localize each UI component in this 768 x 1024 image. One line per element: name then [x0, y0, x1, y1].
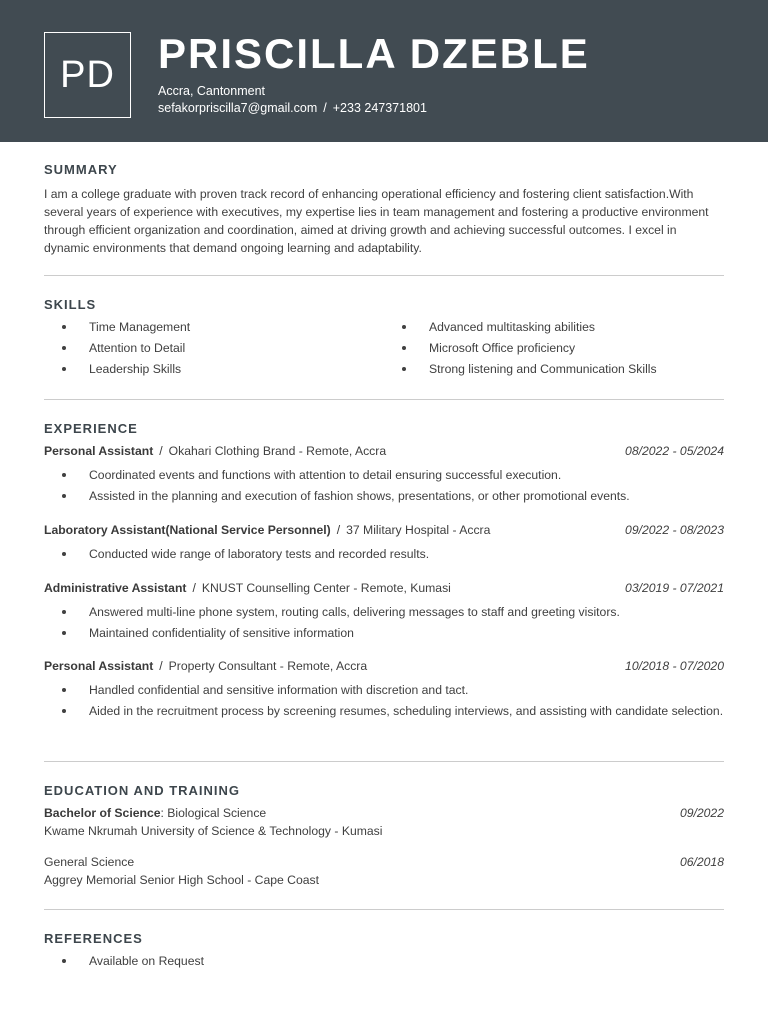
divider — [44, 909, 724, 910]
divider — [44, 399, 724, 400]
job-company: Property Consultant - Remote, Accra — [168, 659, 368, 673]
skills-section — [44, 297, 724, 381]
education-date: 09/2022 — [679, 806, 724, 820]
job-separator: / — [159, 444, 163, 458]
job-entry — [44, 442, 724, 508]
section-title: SUMMARY — [44, 162, 118, 177]
job-entry — [44, 521, 724, 566]
job-dates: 03/2019 - 07/2021 — [625, 581, 724, 595]
skill-item: Time Management — [44, 318, 384, 336]
contact-separator: / — [323, 101, 327, 115]
education-entry — [44, 804, 724, 840]
job-separator: / — [336, 523, 341, 537]
job-title: Administrative Assistant — [44, 581, 187, 595]
job-company: 37 Military Hospital - Accra — [346, 523, 491, 537]
divider — [44, 761, 724, 762]
job-title: Personal Assistant — [44, 444, 154, 458]
divider — [44, 275, 724, 276]
job-bullets — [44, 466, 724, 505]
job-dates: 09/2022 - 08/2023 — [625, 523, 724, 537]
field-of-study: : Biological Science — [160, 806, 267, 820]
section-title: EDUCATION AND TRAINING — [44, 783, 241, 798]
section-title: REFERENCES — [44, 931, 143, 946]
location: Accra, Cantonment — [158, 84, 265, 98]
job-header — [44, 521, 724, 539]
job-entry — [44, 579, 724, 645]
education-section — [44, 783, 724, 798]
contact-line — [158, 101, 427, 115]
job-dates: 08/2022 - 05/2024 — [625, 444, 724, 458]
references-list — [44, 952, 724, 970]
job-bullet: Coordinated events and functions with attention to detail ensuring successful execution. — [44, 466, 724, 484]
job-header — [44, 657, 724, 675]
school-name: Kwame Nkrumah University of Science & Technology - Kumasi — [44, 824, 383, 838]
degree: Bachelor of Science — [44, 806, 161, 820]
summary-section — [44, 162, 724, 257]
job-company: KNUST Counselling Center - Remote, Kumasi — [201, 581, 451, 595]
job-bullet: Conducted wide range of laboratory tests and recorded results. — [44, 545, 724, 563]
reference-item: Available on Request — [44, 952, 724, 970]
job-entry — [44, 657, 724, 723]
experience-section — [44, 421, 724, 436]
skills-grid — [44, 318, 724, 381]
skill-item: Strong listening and Communication Skills — [384, 360, 724, 378]
job-separator: / — [159, 659, 163, 673]
skill-item: Advanced multitasking abilities — [384, 318, 724, 336]
school-row — [44, 871, 724, 889]
job-bullets — [44, 603, 724, 642]
job-company: Okahari Clothing Brand - Remote, Accra — [168, 444, 387, 458]
job-header — [44, 579, 724, 597]
section-title: EXPERIENCE — [44, 421, 138, 436]
initials-monogram: PD — [44, 32, 131, 118]
job-bullet: Answered multi-line phone system, routing calls, delivering messages to staff and greeting visitors. — [44, 603, 724, 621]
phone: +233 247371801 — [332, 101, 427, 115]
skill-item: Leadership Skills — [44, 360, 384, 378]
job-bullets — [44, 681, 724, 720]
education-date: 06/2018 — [679, 855, 724, 869]
skills-column-left — [44, 318, 384, 381]
education-header — [44, 804, 724, 822]
resume-header — [0, 0, 768, 142]
job-separator: / — [192, 581, 196, 595]
skill-item: Microsoft Office proficiency — [384, 339, 724, 357]
job-title: Personal Assistant — [44, 659, 154, 673]
job-dates: 10/2018 - 07/2020 — [625, 659, 724, 673]
field-of-study: General Science — [44, 855, 135, 869]
school-name: Aggrey Memorial Senior High School - Cape Coast — [44, 873, 320, 887]
references-section — [44, 931, 724, 973]
education-entry — [44, 853, 724, 889]
education-header — [44, 853, 724, 871]
job-bullet: Assisted in the planning and execution of fashion shows, presentations, or other promotional events. — [44, 487, 724, 505]
job-bullets — [44, 545, 724, 563]
email: sefakorpriscilla7@gmail.com — [158, 101, 318, 115]
job-header — [44, 442, 724, 460]
full-name: PRISCILLA DZEBLE — [158, 30, 590, 77]
job-bullet: Aided in the recruitment process by screening resumes, scheduling interviews, and assisting with candidate selection. — [44, 702, 724, 720]
job-bullet: Maintained confidentiality of sensitive information — [44, 624, 724, 642]
skill-item: Attention to Detail — [44, 339, 384, 357]
school-row — [44, 822, 724, 840]
summary-text: I am a college graduate with proven track record of enhancing operational efficiency and fostering client satisfaction.With several years of experience with executives, my expertise lies in team management and fostering a productive environment through efficient organization and coordination, aimed at driving growth and achieving successful outcomes. I excel in dynamic environments that demand ongoing learning and adaptability. — [44, 187, 709, 255]
job-title: Laboratory Assistant(National Service Personnel) — [44, 523, 331, 537]
skills-column-right — [384, 318, 724, 381]
section-title: SKILLS — [44, 297, 97, 312]
job-bullet: Handled confidential and sensitive information with discretion and tact. — [44, 681, 724, 699]
